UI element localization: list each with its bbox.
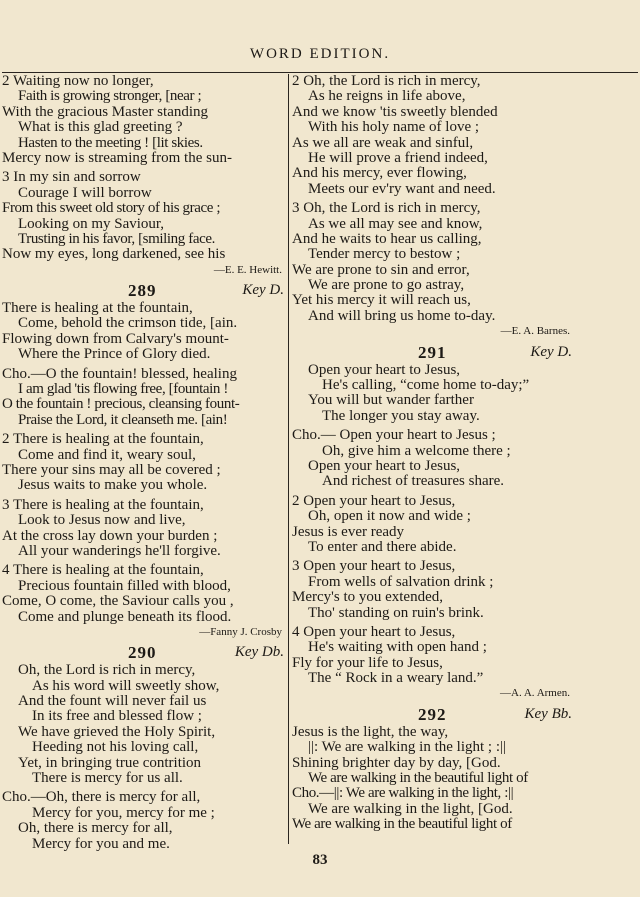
hymn-line: Yet, in bringing true contrition — [18, 754, 202, 771]
hymn-number: 292 — [418, 704, 447, 724]
hymn-line: Precious fountain filled with blood, — [18, 577, 231, 594]
author-attribution: —Fanny J. Crosby — [199, 625, 282, 638]
hymn-line: Oh, there is mercy for all, — [18, 820, 173, 837]
hymn-line: 2 Oh, the Lord is rich in mercy, — [292, 73, 481, 89]
hymn-line: Cho.—Oh, there is mercy for all, — [2, 789, 201, 806]
hymn-line: 3 Oh, the Lord is rich in mercy, — [292, 200, 481, 217]
hymn-line: I am glad 'tis flowing free, [fountain ! — [18, 381, 228, 398]
hymn-line: Oh, open it now and wide ; — [308, 508, 471, 525]
hymn-line: Heeding not his loving call, — [32, 739, 199, 756]
hymn-line: Fly for your life to Jesus, — [292, 654, 443, 671]
hymn-line: All your wanderings he'll forgive. — [18, 542, 221, 559]
hymn-line: There is healing at the fountain, — [2, 300, 193, 317]
hymn-line: And richest of treasures share. — [322, 473, 505, 490]
hymn-line: The “ Rock in a weary land.” — [308, 670, 484, 687]
hymn-line: There your sins may all be covered ; — [2, 462, 221, 478]
hymn-line: Mercy for you, mercy for me ; — [32, 804, 215, 821]
hymn-line: Come and plunge beneath its flood. — [18, 608, 232, 625]
hymn-line: ||: We are walking in the light ; :|| — [308, 739, 506, 756]
hymn-line: Jesus waits to make you whole. — [18, 477, 208, 494]
hymn-line: What is this glad greeting ? — [18, 119, 183, 136]
hymn-line: We are walking in the light, [God. — [308, 800, 513, 817]
hymn-key: Key D. — [530, 343, 572, 360]
hymn-line: And he waits to hear us calling, — [292, 230, 482, 247]
hymn-line: 3 In my sin and sorrow — [2, 169, 141, 186]
hymn-heading — [2, 643, 286, 663]
hymn-line: 2 Open your heart to Jesus, — [292, 492, 456, 509]
hymn-line: He's waiting with open hand ; — [308, 639, 487, 656]
hymn-line: Courage I will borrow — [18, 184, 152, 201]
hymn-line: As we all are weak and sinful, — [292, 134, 474, 151]
left-column — [2, 74, 286, 852]
hymn-line: At the cross lay down your burden ; — [2, 527, 218, 544]
hymn-line: Now my eyes, long darkened, see his — [2, 246, 226, 263]
page-number: 83 — [312, 852, 328, 868]
hymn-line: Mercy for you and me. — [32, 835, 170, 852]
hymn-number: 290 — [128, 643, 157, 663]
hymn-line: We are walking in the beautiful light of — [308, 770, 528, 787]
hymn-key: Key D. — [242, 282, 284, 299]
hymn-line: We are prone to go astray, — [308, 277, 465, 294]
hymn-heading — [292, 705, 574, 725]
hymn-line: We have grieved the Holy Spirit, — [18, 723, 216, 740]
hymn-line: 3 There is healing at the fountain, — [2, 496, 204, 513]
hymn-line: And his mercy, ever flowing, — [292, 165, 467, 182]
hymn-line: We are walking in the beautiful light of — [292, 816, 512, 833]
hymn-line: Jesus is ever ready — [292, 523, 405, 540]
hymn-line: Faith is growing stronger, [near ; — [18, 88, 202, 105]
hymn-line: 2 Waiting now no longer, — [2, 73, 154, 89]
hymn-line: You will but wander farther — [308, 392, 474, 409]
hymn-line: Oh, the Lord is rich in mercy, — [18, 662, 196, 679]
hymn-line: Mercy's to you extended, — [292, 589, 443, 606]
hymn-line: Come, behold the crimson tide, [ain. — [18, 315, 238, 332]
hymn-line: O the fountain ! precious, cleansing fount- — [2, 396, 240, 413]
hymn-line: 2 There is healing at the fountain, — [2, 431, 204, 448]
hymn-line: Praise the Lord, it cleanseth me. [ain! — [18, 411, 228, 428]
hymn-line: Cho.—O the fountain! blessed, healing — [2, 365, 237, 382]
hymn-line: Meets our ev'ry want and need. — [308, 180, 496, 197]
page-header: WORD EDITION. — [249, 46, 391, 62]
hymn-line: And will bring us home to-day. — [308, 307, 496, 324]
hymn-line: 3 Open your heart to Jesus, — [292, 558, 456, 575]
hymn-line: From this sweet old story of his grace ; — [2, 200, 221, 217]
hymn-line: Trusting in his favor, [smiling face. — [18, 230, 215, 247]
hymn-line: In its free and blessed flow ; — [32, 708, 202, 725]
hymn-line: Looking on my Saviour, — [18, 215, 165, 232]
hymn-line: 4 Open your heart to Jesus, — [292, 623, 456, 640]
hymn-number: 289 — [128, 281, 157, 301]
hymn-line: With the gracious Master standing — [2, 103, 209, 120]
author-attribution: —A. A. Armen. — [500, 687, 570, 700]
hymn-line: As his word will sweetly show, — [32, 677, 220, 694]
hymn-line: Shining brighter day by day, [God. — [292, 754, 501, 771]
hymn-line: Yet his mercy it will reach us, — [292, 292, 471, 309]
hymn-line: Hasten to the meeting ! [lit skies. — [18, 134, 203, 151]
hymn-line: Mercy now is streaming from the sun- — [2, 149, 232, 166]
hymn-key: Key Db. — [234, 644, 284, 661]
hymn-line: He's calling, “come home to-day;” — [322, 377, 530, 394]
hymn-line: With his holy name of love ; — [308, 119, 480, 136]
hymn-key: Key Bb. — [524, 705, 572, 722]
hymn-line: Where the Prince of Glory died. — [18, 346, 211, 363]
hymn-line: Come and find it, weary soul, — [18, 446, 196, 463]
hymn-line: Cho.—||: We are walking in the light, :|| — [292, 785, 514, 802]
hymn-line: Tender mercy to bestow ; — [308, 246, 461, 263]
hymn-line: To enter and there abide. — [308, 538, 457, 555]
hymn-line: Open your heart to Jesus, — [308, 458, 461, 474]
right-column — [292, 74, 574, 833]
author-attribution: —E. A. Barnes. — [500, 325, 570, 338]
hymn-line: Flowing down from Calvary's mount- — [2, 330, 229, 347]
hymn-line: Open your heart to Jesus, — [308, 361, 461, 378]
hymn-line: Jesus is the light, the way, — [292, 723, 449, 740]
hymn-line: And the fount will never fail us — [18, 693, 207, 710]
hymn-line: Tho' standing on ruin's brink. — [308, 604, 484, 621]
hymn-line: We are prone to sin and error, — [292, 261, 470, 278]
hymn-heading — [2, 281, 286, 301]
hymn-number: 291 — [418, 342, 447, 362]
hymn-line: The longer you stay away. — [322, 407, 480, 424]
hymn-line: Cho.— Open your heart to Jesus ; — [292, 427, 496, 444]
hymn-line: Oh, give him a welcome there ; — [322, 442, 511, 459]
hymn-line: Look to Jesus now and live, — [18, 512, 186, 529]
hymn-line: As we all may see and know, — [308, 215, 483, 232]
hymn-line: As he reigns in life above, — [308, 88, 466, 105]
hymn-line: From wells of salvation drink ; — [308, 573, 494, 590]
hymn-line: He will prove a friend indeed, — [308, 149, 488, 166]
hymn-line: There is mercy for us all. — [32, 770, 183, 787]
hymn-line: Come, O come, the Saviour calls you , — [2, 593, 234, 610]
hymn-line: And we know 'tis sweetly blended — [292, 103, 498, 120]
author-attribution: —E. E. Hewitt. — [213, 263, 282, 276]
hymn-line: 4 There is healing at the fountain, — [2, 562, 204, 579]
column-divider — [288, 74, 289, 844]
hymn-heading — [292, 343, 574, 363]
